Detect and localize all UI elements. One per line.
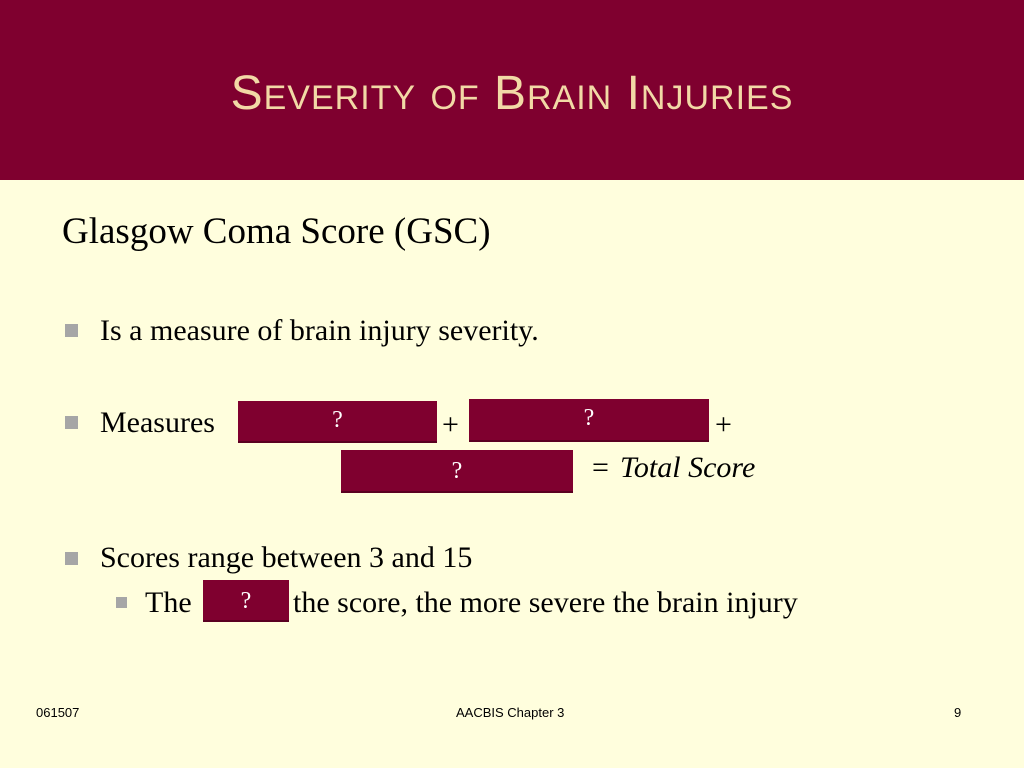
sub-bullet-marker	[116, 597, 127, 608]
equals-sign: =	[592, 451, 609, 484]
bullet-marker	[65, 552, 78, 565]
sub-bullet-text-end: the score, the more severe the brain injury	[293, 586, 798, 619]
footer-date-code: 061507	[36, 705, 80, 720]
slide-subtitle: Glasgow Coma Score (GSC)	[62, 211, 491, 252]
total-score-label: Total Score	[620, 451, 756, 484]
footer-chapter: AACBIS Chapter 3	[456, 705, 565, 720]
sub-bullet-text-start: The	[145, 586, 192, 619]
slide-title: Severity of Brain Injuries	[230, 67, 794, 120]
bullet-marker	[65, 416, 78, 429]
page-number: 9	[954, 705, 962, 720]
plus-sign: +	[442, 408, 459, 441]
answer-blank-3[interactable]: ?	[341, 450, 573, 493]
plus-sign: +	[715, 408, 732, 441]
answer-blank-1[interactable]: ?	[238, 401, 437, 443]
measures-label: Measures	[100, 406, 215, 439]
answer-blank-2[interactable]: ?	[469, 399, 709, 442]
bullet-marker	[65, 324, 78, 337]
bullet-text: Is a measure of brain injury severity.	[100, 314, 539, 347]
answer-blank-4[interactable]: ?	[203, 580, 289, 622]
bullet-text: Scores range between 3 and 15	[100, 541, 473, 574]
